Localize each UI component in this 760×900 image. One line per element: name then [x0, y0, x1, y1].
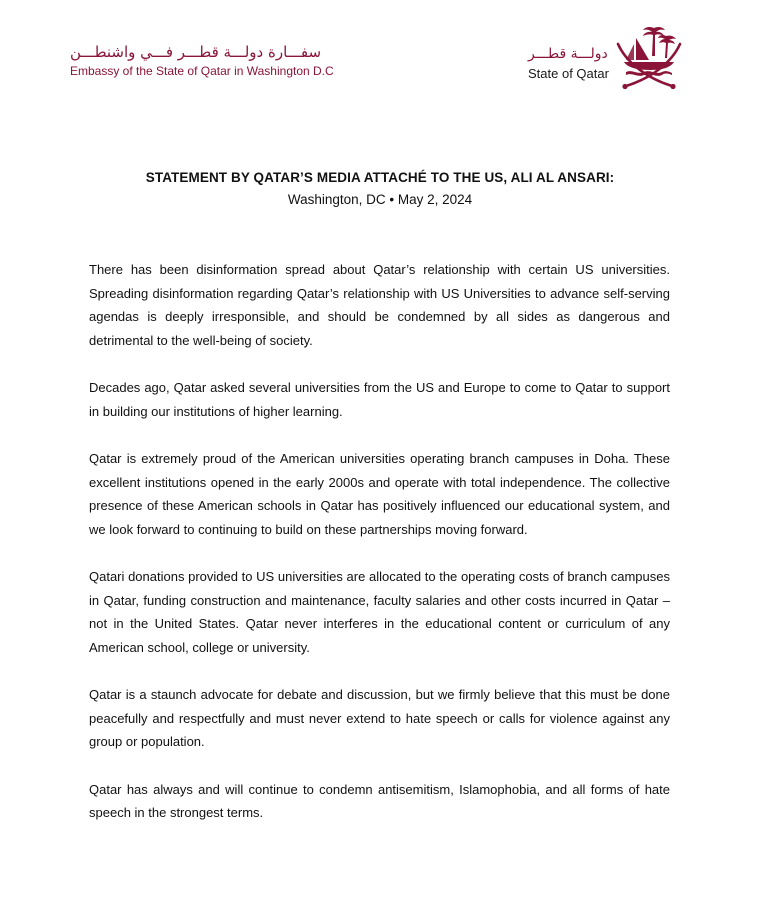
paragraph-2: Decades ago, Qatar asked several universities from the US and Europe to come to Qatar to support in building our institutions of higher learning. — [89, 380, 670, 419]
qatar-emblem-icon — [616, 22, 682, 90]
embassy-letterhead — [70, 42, 370, 78]
paragraph-3: Qatar is extremely proud of the American universities operating branch campuses in Doha. These excellent institutions opened in the early 2000s and operate with total independence. The collective presence of these American schools in Qatar has positively influenced our educational system, and we look forward to continuing to build on these partnerships moving forward. — [89, 451, 670, 537]
embassy-name-arabic: سفـــارة دولـــة قطـــر فـــي واشنطـــن — [70, 43, 322, 61]
statement-dateline: Washington, DC • May 2, 2024 — [287, 192, 473, 207]
statement-body — [89, 258, 670, 849]
state-name-arabic: دولـــة قطـــر — [528, 46, 608, 62]
state-name-english: State of Qatar — [528, 66, 609, 81]
paragraph-4: Qatari donations provided to US universities are allocated to the operating costs of branch campuses in Qatar, funding construction and maintenance, faculty salaries and other costs incurred in Qatar – not in the United States. Qatar never interferes in the educational content or curriculum of any American school, college or university. — [89, 569, 670, 655]
paragraph-6: Qatar has always and will continue to condemn antisemitism, Islamophobia, and all forms of hate speech in the strongest terms. — [89, 781, 670, 820]
paragraph-5: Qatar is a staunch advocate for debate and discussion, but we firmly believe that this must be done peacefully and respectfully and must never extend to hate speech or calls for violence against any group or population. — [89, 687, 670, 749]
embassy-name-english: Embassy of the State of Qatar in Washington D.C — [70, 64, 334, 78]
statement-title: STATEMENT BY QATAR’S MEDIA ATTACHÉ TO THE US, ALI AL ANSARI: — [145, 170, 615, 185]
state-letterhead — [528, 40, 618, 81]
paragraph-1: There has been disinformation spread about Qatar’s relationship with certain US universities. Spreading disinformation regarding Qatar’s relationship with US Universities to advance self-serving agendas is deeply irresponsible, and should be condemned by all sides as dangerous and detrimental to the well-being of society. — [89, 262, 670, 348]
